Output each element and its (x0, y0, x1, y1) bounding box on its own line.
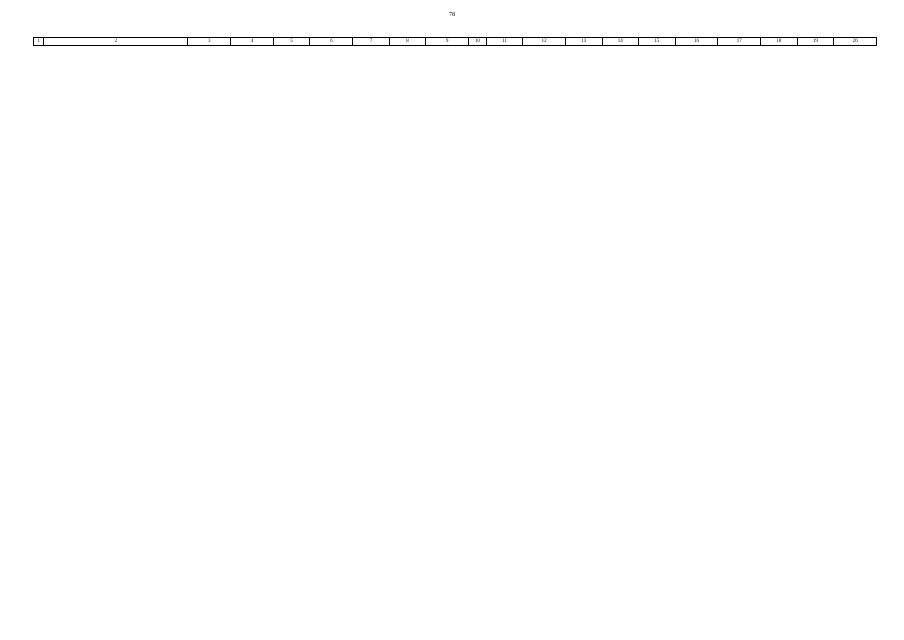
column-header: 6 (310, 38, 353, 46)
column-header: 13 (566, 38, 603, 46)
document-table (33, 37, 877, 46)
column-header: 17 (718, 38, 761, 46)
column-header: 10 (469, 38, 487, 46)
column-header: 3 (188, 38, 231, 46)
column-header: 12 (523, 38, 566, 46)
column-header: 19 (797, 38, 834, 46)
column-header: 7 (353, 38, 390, 46)
column-header: 2 (44, 38, 188, 46)
column-header: 4 (231, 38, 274, 46)
column-header: 8 (389, 38, 426, 46)
column-header: 20 (834, 38, 877, 46)
column-header: 5 (273, 38, 310, 46)
column-header: 14 (602, 38, 639, 46)
column-header: 1 (34, 38, 44, 46)
column-header: 15 (639, 38, 676, 46)
header-row (34, 38, 877, 46)
column-header: 18 (761, 38, 798, 46)
page-number: 78 (449, 12, 455, 18)
column-header: 11 (486, 38, 523, 46)
column-header: 16 (675, 38, 718, 46)
column-header: 9 (426, 38, 469, 46)
